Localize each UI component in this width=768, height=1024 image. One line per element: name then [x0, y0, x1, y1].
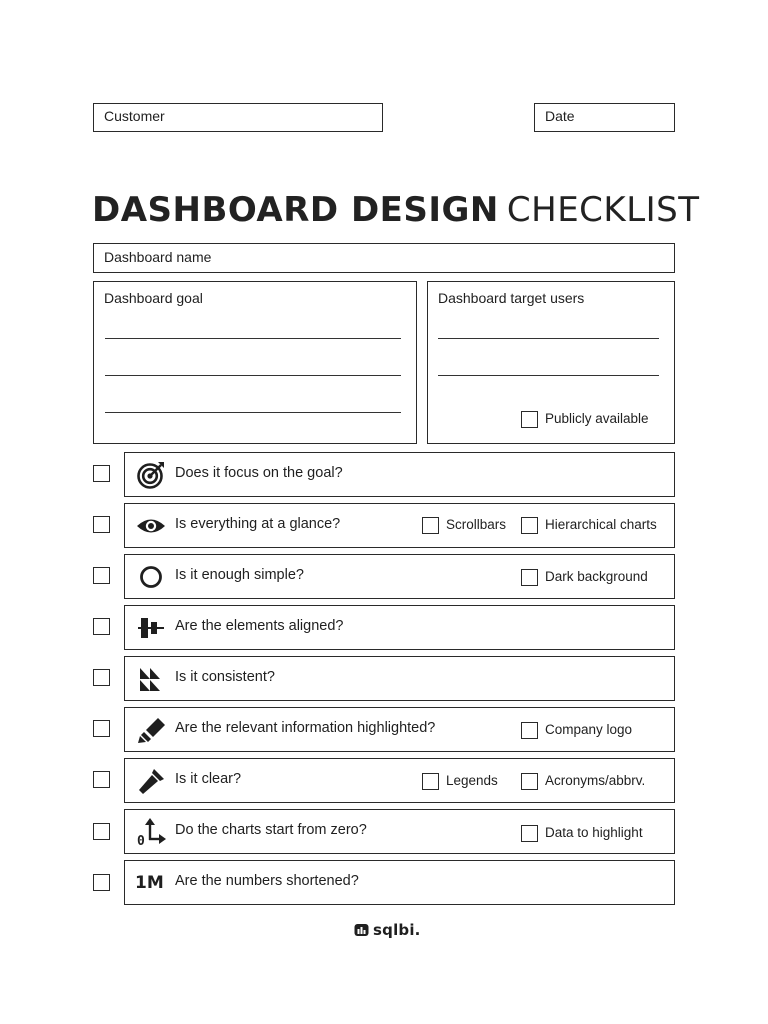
- question-consistent: Is it consistent?: [175, 669, 275, 685]
- data-to-highlight-label: Data to highlight: [545, 825, 643, 840]
- users-line-1: [438, 338, 659, 339]
- goal-line-1: [105, 338, 401, 339]
- hierarchical-charts-label: Hierarchical charts: [545, 517, 657, 532]
- customer-label: Customer: [104, 108, 165, 124]
- row-checkbox-2[interactable]: [93, 516, 110, 533]
- checklist-row-simple: [124, 554, 675, 599]
- customer-field[interactable]: [93, 103, 383, 132]
- acronyms-label: Acronyms/abbrv.: [545, 773, 646, 788]
- question-clear: Is it clear?: [175, 771, 242, 787]
- row-checkbox-9[interactable]: [93, 874, 110, 891]
- checklist-row-focus: [124, 452, 675, 497]
- sqlbi-logo: [354, 920, 421, 940]
- page-title: [92, 188, 700, 230]
- flashlight-icon: [136, 767, 166, 795]
- triangles-icon: [136, 665, 166, 693]
- hierarchical-charts-checkbox[interactable]: [521, 517, 538, 534]
- date-label: Date: [545, 108, 575, 124]
- checklist-row-glance: [124, 503, 675, 548]
- checklist-row-shortened: [124, 860, 675, 905]
- question-focus: Does it focus on the goal?: [175, 465, 343, 481]
- 1m-icon: [135, 869, 165, 897]
- question-highlighted: Are the relevant information highlighted?: [175, 720, 436, 736]
- row-checkbox-3[interactable]: [93, 567, 110, 584]
- row-checkbox-6[interactable]: [93, 720, 110, 737]
- target-icon: [136, 461, 166, 489]
- row-checkbox-8[interactable]: [93, 823, 110, 840]
- company-logo-checkbox[interactable]: [521, 722, 538, 739]
- question-simple: Is it enough simple?: [175, 567, 304, 583]
- 1m-icon-text: 1M: [135, 873, 164, 893]
- dark-background-label: Dark background: [545, 569, 648, 584]
- checklist-row-aligned: [124, 605, 675, 650]
- checklist-row-consistent: [124, 656, 675, 701]
- dashboard-name-label: Dashboard name: [104, 249, 212, 265]
- row-checkbox-7[interactable]: [93, 771, 110, 788]
- scrollbars-checkbox[interactable]: [422, 517, 439, 534]
- dashboard-goal-field[interactable]: [93, 281, 417, 444]
- title-bold: DASHBOARD DESIGN: [92, 190, 499, 230]
- scrollbars-label: Scrollbars: [446, 517, 507, 532]
- date-field[interactable]: [534, 103, 675, 132]
- sqlbi-logo-icon: [354, 923, 369, 937]
- row-checkbox-5[interactable]: [93, 669, 110, 686]
- sqlbi-logo-text: sqlbi.: [373, 921, 421, 939]
- row-checkbox-1[interactable]: [93, 465, 110, 482]
- svg-text:0: 0: [137, 834, 145, 846]
- company-logo-label: Company logo: [545, 722, 633, 737]
- dashboard-goal-label: Dashboard goal: [104, 290, 203, 306]
- dark-background-checkbox[interactable]: [521, 569, 538, 586]
- data-to-highlight-checkbox[interactable]: [521, 825, 538, 842]
- checklist-row-zero: [124, 809, 675, 854]
- question-shortened: Are the numbers shortened?: [175, 873, 359, 889]
- publicly-available-label: Publicly available: [545, 411, 649, 426]
- dashboard-name-field[interactable]: [93, 243, 675, 273]
- publicly-available-checkbox[interactable]: [521, 411, 538, 428]
- users-line-2: [438, 375, 659, 376]
- target-users-label: Dashboard target users: [438, 290, 585, 306]
- title-light: CHECKLIST: [506, 190, 700, 230]
- checklist-row-highlighted: [124, 707, 675, 752]
- question-glance: Is everything at a glance?: [175, 516, 341, 532]
- row-checkbox-4[interactable]: [93, 618, 110, 635]
- eye-icon: [136, 512, 166, 540]
- zero-axis-icon: [136, 818, 166, 846]
- checklist-row-clear: [124, 758, 675, 803]
- highlighter-icon: [136, 716, 166, 744]
- question-zero: Do the charts start from zero?: [175, 822, 367, 838]
- goal-line-3: [105, 412, 401, 413]
- circle-icon: [136, 563, 166, 591]
- acronyms-checkbox[interactable]: [521, 773, 538, 790]
- legends-label: Legends: [446, 773, 498, 788]
- question-aligned: Are the elements aligned?: [175, 618, 344, 634]
- target-users-field[interactable]: [427, 281, 675, 444]
- align-icon: [136, 614, 166, 642]
- goal-line-2: [105, 375, 401, 376]
- legends-checkbox[interactable]: [422, 773, 439, 790]
